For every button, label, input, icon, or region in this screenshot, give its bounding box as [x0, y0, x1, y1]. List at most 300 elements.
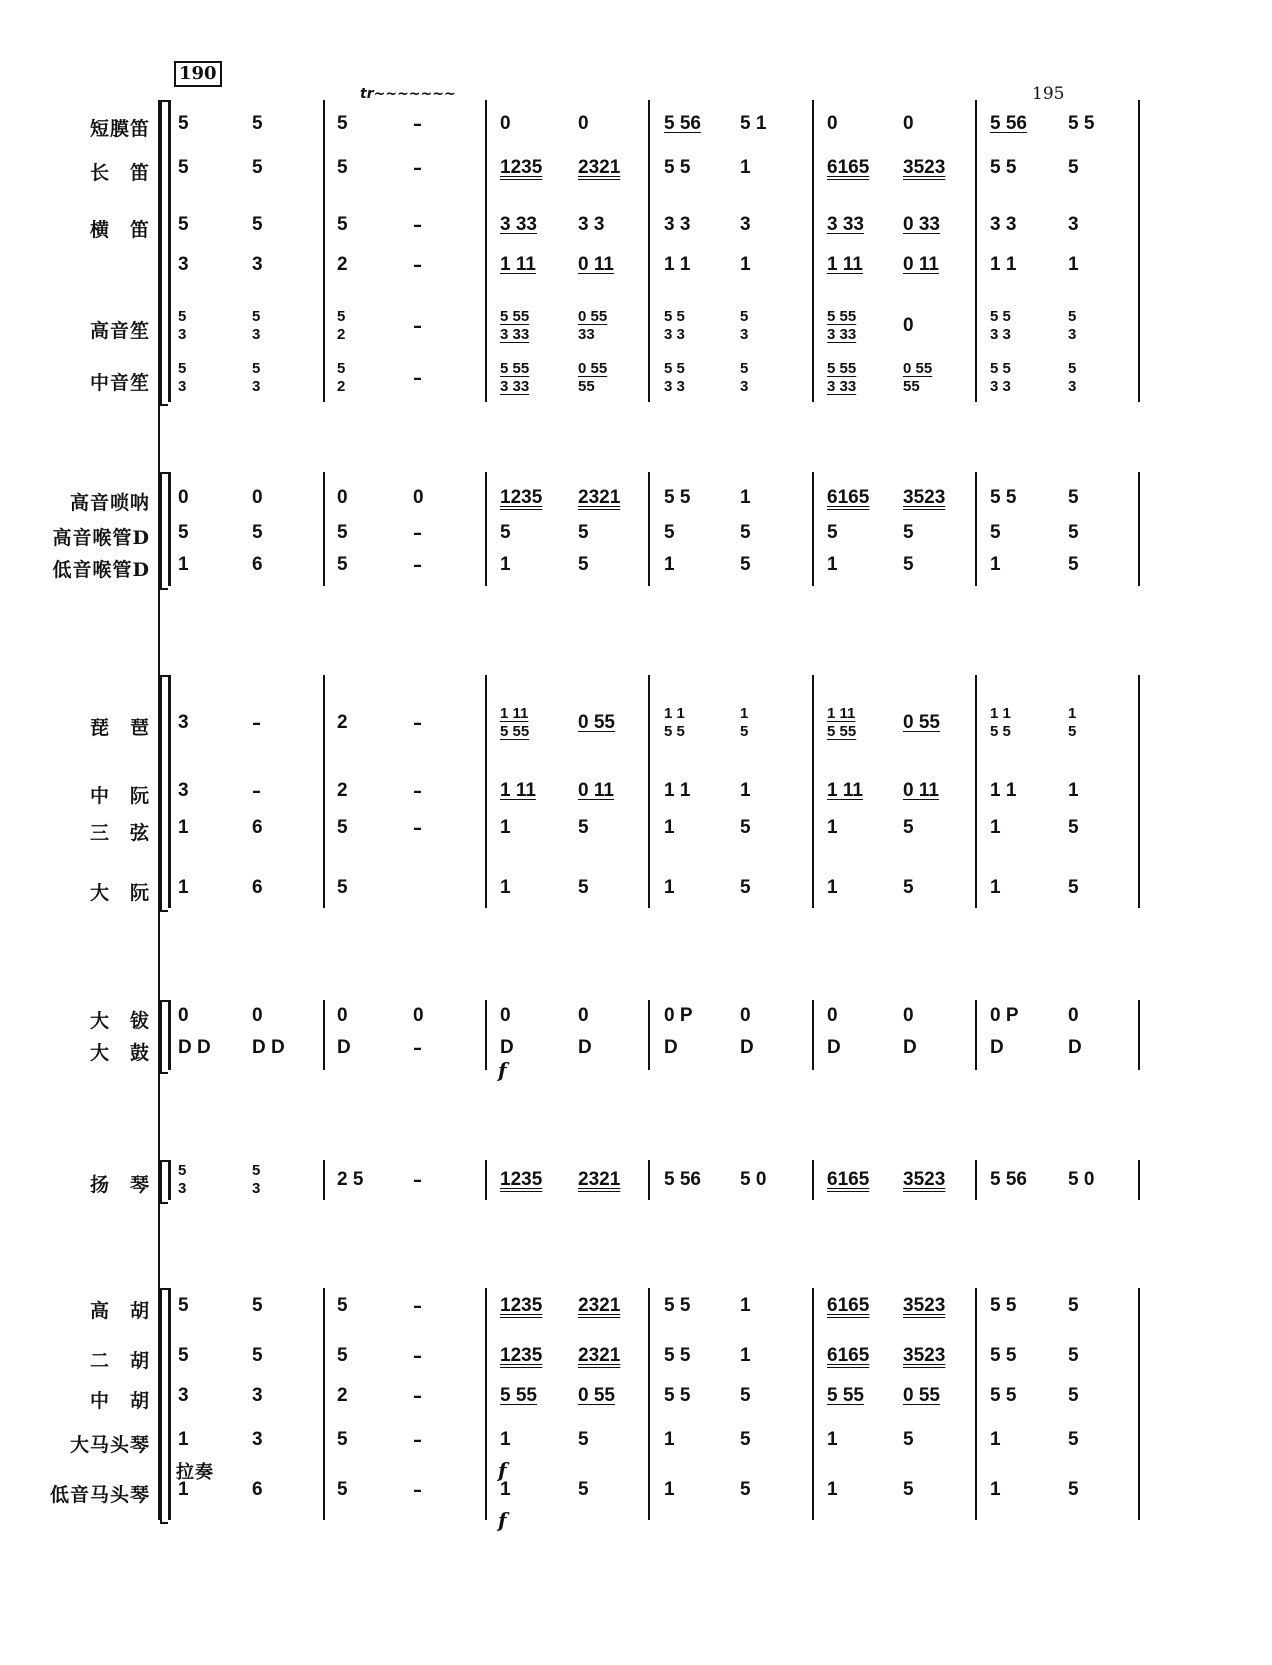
- note: 5: [337, 1295, 348, 1316]
- note: 5: [1068, 1295, 1079, 1316]
- note: 3: [252, 1180, 261, 1197]
- note: 3 3: [664, 214, 691, 235]
- note: 1: [500, 817, 511, 838]
- note: 1235: [500, 157, 543, 178]
- note: 5 55: [827, 308, 857, 325]
- sustain-dash: –: [413, 1386, 422, 1407]
- note: 5: [578, 877, 589, 898]
- note: D: [664, 1037, 678, 1058]
- note: 3: [252, 378, 261, 395]
- system-bracket: [160, 1000, 168, 1074]
- sustain-dash: –: [413, 523, 422, 544]
- note: 5: [1068, 1479, 1079, 1500]
- note: 0: [178, 487, 189, 508]
- note: 5: [178, 214, 189, 235]
- sustain-dash: –: [413, 368, 422, 389]
- note: 6165: [827, 157, 870, 178]
- instrument-label: 短膜笛: [89, 118, 150, 140]
- note: 33: [578, 326, 595, 343]
- sustain-dash: –: [413, 1346, 422, 1367]
- note: 1 11: [500, 780, 536, 801]
- note: 0: [578, 113, 589, 134]
- sustain-dash: –: [413, 215, 422, 236]
- note: 1 11: [500, 705, 529, 722]
- barline: [485, 1288, 487, 1520]
- note: 0 55: [903, 712, 940, 733]
- note: 1: [990, 817, 1001, 838]
- barline: [648, 675, 650, 908]
- note: 5: [178, 308, 187, 325]
- note: 5 5: [990, 1385, 1017, 1406]
- instrument-label: 高音笙: [89, 320, 150, 342]
- sustain-dash: –: [413, 555, 422, 576]
- instrument-label: 大 阮: [89, 882, 150, 904]
- sustain-dash: –: [413, 713, 422, 734]
- note: D: [740, 1037, 754, 1058]
- note: 5: [1068, 723, 1077, 740]
- note: 1235: [500, 1345, 543, 1366]
- note: 5: [990, 522, 1001, 543]
- note: 5 5: [664, 723, 685, 740]
- sustain-dash: –: [413, 1170, 422, 1191]
- note: 3 3: [664, 378, 685, 395]
- barline: [812, 100, 814, 402]
- note: 0 33: [903, 214, 940, 235]
- note: 5: [178, 157, 189, 178]
- note: 1: [740, 254, 751, 275]
- note: 3: [178, 326, 187, 343]
- note: 5: [1068, 1385, 1079, 1406]
- note: 5: [252, 1345, 263, 1366]
- note: 5: [1068, 817, 1079, 838]
- sustain-dash: –: [413, 1430, 422, 1451]
- note: 3: [178, 254, 189, 275]
- instrument-label: 长 笛: [89, 162, 150, 184]
- note: 1: [827, 877, 838, 898]
- barline: [485, 1000, 487, 1070]
- barline: [975, 100, 977, 402]
- note: 3: [740, 378, 749, 395]
- note: 3523: [903, 487, 946, 508]
- sustain-dash: –: [413, 255, 422, 276]
- note: 2: [337, 1385, 348, 1406]
- barline: [812, 675, 814, 908]
- note: 0: [500, 113, 511, 134]
- barline: [812, 1288, 814, 1520]
- note: 1: [827, 1429, 838, 1450]
- note: 5 56: [664, 113, 701, 134]
- note: 5 5: [664, 1385, 691, 1406]
- dynamic-mark-f-3: f: [498, 1508, 507, 1532]
- barline: [168, 100, 171, 402]
- barline: [168, 675, 171, 908]
- note: 6165: [827, 1295, 870, 1316]
- note: 1: [500, 877, 511, 898]
- note: 5 0: [740, 1169, 767, 1190]
- note: 1: [664, 817, 675, 838]
- note: 5 5: [664, 1345, 691, 1366]
- sustain-dash: –: [413, 1038, 422, 1059]
- instrument-label: 高 胡: [89, 1300, 150, 1322]
- note: 6165: [827, 1345, 870, 1366]
- note: 5 5: [664, 487, 691, 508]
- barline: [812, 472, 814, 586]
- note: 0: [337, 1005, 348, 1026]
- note: 1: [740, 780, 751, 801]
- note: 0 55: [903, 360, 933, 377]
- instrument-label: 中 阮: [89, 785, 150, 807]
- note: 2: [337, 712, 348, 733]
- note: 3: [178, 1180, 187, 1197]
- instrument-label: 大 鼓: [89, 1042, 150, 1064]
- measure-number-195: 195: [1032, 84, 1065, 104]
- note: D D: [178, 1037, 211, 1058]
- note: 5 5: [1068, 113, 1095, 134]
- note: 2321: [578, 1169, 621, 1190]
- note: 1: [664, 1479, 675, 1500]
- note: 2321: [578, 1345, 621, 1366]
- note: 5: [578, 554, 589, 575]
- sustain-dash: –: [413, 1296, 422, 1317]
- note: 5 55: [500, 360, 530, 377]
- note: 6165: [827, 487, 870, 508]
- note: 5 5: [990, 1345, 1017, 1366]
- note: 5: [337, 817, 348, 838]
- trill-mark: tr~~~~~~~: [360, 86, 456, 102]
- note: D: [990, 1037, 1004, 1058]
- barline: [648, 100, 650, 402]
- note: 1: [827, 817, 838, 838]
- note: 1: [500, 1479, 511, 1500]
- note: 5: [740, 1385, 751, 1406]
- barline: [323, 472, 325, 586]
- note: 3: [252, 1429, 263, 1450]
- note: 3: [740, 214, 751, 235]
- note: 0: [500, 1005, 511, 1026]
- note: 2321: [578, 157, 621, 178]
- note: 5 55: [827, 1385, 864, 1406]
- note: 5 56: [990, 1169, 1027, 1190]
- note: 5: [337, 1345, 348, 1366]
- note: 1: [178, 817, 189, 838]
- barline: [1138, 1000, 1140, 1070]
- note: 0 P: [990, 1005, 1019, 1026]
- note: 5 56: [990, 113, 1027, 134]
- note: 0 11: [578, 780, 614, 801]
- note: 1: [740, 487, 751, 508]
- note: 5 5: [990, 360, 1011, 377]
- note: 5: [903, 1429, 914, 1450]
- note: 1 1: [990, 780, 1017, 801]
- instrument-label: 高音喉管D: [52, 527, 150, 549]
- note: 5: [178, 1162, 187, 1179]
- sustain-dash: –: [413, 781, 422, 802]
- instrument-label: 二 胡: [89, 1350, 150, 1372]
- instrument-label: 大马头琴: [69, 1434, 150, 1456]
- note: 1: [500, 1429, 511, 1450]
- system-line: [158, 100, 160, 1520]
- note: 5: [337, 308, 346, 325]
- note: 3 33: [827, 326, 857, 343]
- note: 2: [337, 378, 346, 395]
- note: 5: [252, 360, 261, 377]
- note: 5: [337, 1429, 348, 1450]
- barline: [168, 1160, 171, 1200]
- note: 1235: [500, 1295, 543, 1316]
- barline: [975, 472, 977, 586]
- sustain-dash: –: [252, 781, 261, 802]
- note: 5: [740, 554, 751, 575]
- note: 1: [178, 877, 189, 898]
- note: 5 55: [500, 308, 530, 325]
- note: 3: [740, 326, 749, 343]
- instrument-label: 中音笙: [89, 372, 150, 394]
- note: 3523: [903, 1345, 946, 1366]
- note: 0 11: [903, 780, 939, 801]
- note: D: [1068, 1037, 1082, 1058]
- note: 5: [500, 522, 511, 543]
- barline: [485, 472, 487, 586]
- note: 5: [178, 1345, 189, 1366]
- note: 5: [740, 1479, 751, 1500]
- note: 3 33: [500, 326, 530, 343]
- note: 3: [1068, 214, 1079, 235]
- note: 1: [990, 554, 1001, 575]
- barline: [323, 1288, 325, 1520]
- note: 5: [664, 522, 675, 543]
- note: 3: [1068, 326, 1077, 343]
- barline: [975, 1000, 977, 1070]
- note: 0: [578, 1005, 589, 1026]
- note: 5: [1068, 554, 1079, 575]
- note: 0 P: [664, 1005, 693, 1026]
- note: 5 55: [827, 360, 857, 377]
- note: 5 55: [500, 723, 530, 740]
- note: 3: [178, 712, 189, 733]
- barline: [812, 1000, 814, 1070]
- note: 3: [178, 1385, 189, 1406]
- note: 5: [252, 214, 263, 235]
- note: 5: [178, 360, 187, 377]
- note: 1: [500, 554, 511, 575]
- note: 5: [740, 522, 751, 543]
- barline: [975, 1288, 977, 1520]
- note: 0: [827, 1005, 838, 1026]
- note: 3 33: [500, 214, 537, 235]
- note: 3523: [903, 157, 946, 178]
- barline: [485, 100, 487, 402]
- note: 0: [903, 113, 914, 134]
- barline: [648, 1160, 650, 1200]
- note: 5: [903, 554, 914, 575]
- dynamic-mark-f: f: [498, 1058, 507, 1082]
- note: 1: [664, 554, 675, 575]
- barline: [1138, 675, 1140, 908]
- barline: [648, 1288, 650, 1520]
- note: 0: [413, 487, 424, 508]
- note: 5 5: [990, 157, 1017, 178]
- note: 5: [178, 113, 189, 134]
- note: 5: [903, 1479, 914, 1500]
- note: D D: [252, 1037, 285, 1058]
- note: 0: [903, 315, 914, 336]
- note: 6: [252, 877, 263, 898]
- note: 5: [740, 360, 749, 377]
- note: 3: [252, 326, 261, 343]
- note: 5 0: [1068, 1169, 1095, 1190]
- note: 3 3: [990, 214, 1017, 235]
- note: 5: [1068, 487, 1079, 508]
- note: 3 33: [500, 378, 530, 395]
- note: 0: [903, 1005, 914, 1026]
- note: 5: [252, 308, 261, 325]
- note: 5 5: [664, 1295, 691, 1316]
- note: D: [500, 1037, 514, 1058]
- barline: [168, 1288, 171, 1520]
- note: 1: [178, 1429, 189, 1450]
- instrument-label: 高音唢呐: [69, 492, 150, 514]
- note: 5: [903, 817, 914, 838]
- barline: [168, 472, 171, 586]
- note: 5: [1068, 522, 1079, 543]
- note: 1: [740, 157, 751, 178]
- instrument-label: 大 钹: [89, 1010, 150, 1032]
- note: 5: [1068, 877, 1079, 898]
- note: 0: [1068, 1005, 1079, 1026]
- note: 5: [740, 817, 751, 838]
- note: 1: [178, 1479, 189, 1500]
- note: 3523: [903, 1295, 946, 1316]
- note: 6165: [827, 1169, 870, 1190]
- note: 6: [252, 554, 263, 575]
- note: 5: [178, 522, 189, 543]
- note: 5: [740, 723, 749, 740]
- barline: [975, 675, 977, 908]
- note: 5: [337, 214, 348, 235]
- note: 5 56: [664, 1169, 701, 1190]
- note: 3: [178, 378, 187, 395]
- note: 2: [337, 780, 348, 801]
- note: 5: [337, 360, 346, 377]
- sustain-dash: –: [413, 1480, 422, 1501]
- note: 1: [990, 1479, 1001, 1500]
- note: 5: [1068, 1429, 1079, 1450]
- playing-technique-label: 拉奏: [176, 1462, 214, 1483]
- note: 2 5: [337, 1169, 364, 1190]
- note: 0 11: [578, 254, 614, 275]
- note: 3: [178, 780, 189, 801]
- barline: [1138, 100, 1140, 402]
- note: 1: [740, 1295, 751, 1316]
- note: 1: [827, 554, 838, 575]
- barline: [1138, 1288, 1140, 1520]
- note: 0: [252, 1005, 263, 1026]
- barline: [975, 1160, 977, 1200]
- note: 5: [1068, 308, 1077, 325]
- note: 0 55: [903, 1385, 940, 1406]
- note: 0 55: [578, 712, 615, 733]
- barline: [1138, 1160, 1140, 1200]
- sustain-dash: –: [413, 316, 422, 337]
- sustain-dash: –: [413, 114, 422, 135]
- note: 5 55: [827, 723, 857, 740]
- note: 5 5: [664, 308, 685, 325]
- barline: [648, 1000, 650, 1070]
- note: 1: [664, 877, 675, 898]
- note: 5: [1068, 1345, 1079, 1366]
- note: 1 1: [664, 705, 685, 722]
- note: 1: [1068, 254, 1079, 275]
- note: 5 5: [990, 723, 1011, 740]
- note: 0: [740, 1005, 751, 1026]
- system-bracket: [160, 675, 168, 912]
- note: 5: [337, 157, 348, 178]
- note: 3 3: [664, 326, 685, 343]
- note: 1: [178, 554, 189, 575]
- system-bracket: [160, 1288, 168, 1524]
- note: 5 1: [740, 113, 767, 134]
- note: 5: [252, 157, 263, 178]
- note: 0 55: [578, 360, 608, 377]
- note: 1: [1068, 780, 1079, 801]
- note: 3: [252, 254, 263, 275]
- note: 5: [337, 554, 348, 575]
- note: 0: [337, 487, 348, 508]
- note: 3 3: [990, 326, 1011, 343]
- note: 5: [1068, 157, 1079, 178]
- note: 0: [827, 113, 838, 134]
- barline: [168, 1000, 171, 1070]
- note: 0: [178, 1005, 189, 1026]
- note: 5: [903, 522, 914, 543]
- note: 1: [740, 1345, 751, 1366]
- note: 3 33: [827, 378, 857, 395]
- measure-number-190: 190: [174, 61, 222, 87]
- note: 1 11: [827, 254, 863, 275]
- note: 1235: [500, 1169, 543, 1190]
- note: 5: [178, 1295, 189, 1316]
- barline: [485, 1160, 487, 1200]
- note: 3: [252, 1385, 263, 1406]
- note: 3: [1068, 378, 1077, 395]
- note: 1: [664, 1429, 675, 1450]
- note: 0 11: [903, 254, 939, 275]
- note: 5: [578, 1429, 589, 1450]
- note: 1 1: [664, 254, 691, 275]
- note: 5: [827, 522, 838, 543]
- note: 5: [252, 522, 263, 543]
- barline: [323, 100, 325, 402]
- note: 1: [740, 705, 749, 722]
- note: 3 3: [578, 214, 605, 235]
- instrument-label: 低音喉管D: [52, 559, 150, 581]
- note: 2321: [578, 1295, 621, 1316]
- note: 55: [903, 378, 920, 395]
- instrument-label: 低音马头琴: [49, 1484, 150, 1506]
- note: 1 1: [990, 254, 1017, 275]
- note: 3 3: [990, 378, 1011, 395]
- note: 5: [1068, 360, 1077, 377]
- instrument-label: 中 胡: [89, 1390, 150, 1412]
- note: 1: [1068, 705, 1077, 722]
- note: 1: [990, 877, 1001, 898]
- note: 5 5: [664, 360, 685, 377]
- note: 6: [252, 1479, 263, 1500]
- note: 5 5: [664, 157, 691, 178]
- note: 5: [252, 113, 263, 134]
- dynamic-mark-f-2: f: [498, 1458, 507, 1482]
- sustain-dash: –: [413, 818, 422, 839]
